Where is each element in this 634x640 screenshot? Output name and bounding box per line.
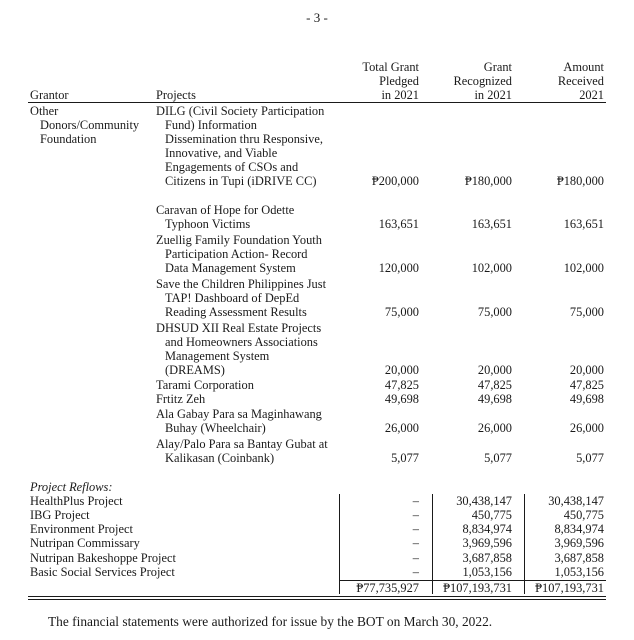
project-line: and Homeowners Associations [165, 335, 318, 349]
header-line: Pledged [379, 74, 419, 88]
totals-double-rule [28, 596, 606, 597]
received-value: 163,651 [563, 217, 604, 231]
total-received: ₱107,193,731 [535, 581, 604, 595]
totals-double-rule [28, 599, 606, 600]
grantor-line: Donors/Community [40, 118, 140, 132]
project-line: Zuellig Family Foundation Youth [156, 233, 322, 247]
received-value: 47,825 [569, 378, 604, 392]
reflow-name: Nutripan Commissary [30, 536, 140, 550]
received-value: 49,698 [569, 392, 604, 406]
recognized-value: 8,834,974 [462, 522, 512, 536]
header-line: Recognized [453, 74, 512, 88]
pledged-value: 47,825 [384, 378, 419, 392]
recognized-value: 1,053,156 [462, 565, 512, 579]
header-line: Amount [563, 60, 604, 74]
column-divider [339, 494, 340, 594]
header-divider [28, 102, 606, 103]
pledged-value: 20,000 [384, 363, 419, 377]
pledged-value: 49,698 [384, 392, 419, 406]
project-line: DILG (Civil Society Participation [156, 104, 325, 118]
received-value: 1,053,156 [554, 565, 604, 579]
header-line: in 2021 [381, 88, 419, 102]
project-line: Ala Gabay Para sa Maginhawang [156, 407, 322, 421]
pledged-value: – [412, 551, 419, 565]
pledged-value: – [412, 508, 419, 522]
recognized-value: 20,000 [477, 363, 512, 377]
project-line: Innovative, and Viable [165, 146, 278, 160]
recognized-value: 47,825 [477, 378, 512, 392]
header-line: 2021 [579, 88, 604, 102]
reflow-name: Environment Project [30, 522, 133, 536]
pledged-value: 75,000 [384, 305, 419, 319]
project-line: DHSUD XII Real Estate Projects [156, 321, 322, 335]
pledged-value: – [412, 522, 419, 536]
received-value: 20,000 [569, 363, 604, 377]
recognized-value: 30,438,147 [456, 494, 512, 508]
project-line: Buhay (Wheelchair) [165, 421, 266, 435]
pledged-value: – [412, 565, 419, 579]
header-grantor: Grantor [30, 88, 69, 102]
project-reflows-label: Project Reflows: [30, 480, 113, 494]
project-line: Fund) Information [165, 118, 257, 132]
page-number: - 3 - [306, 10, 328, 25]
pledged-value: 163,651 [378, 217, 419, 231]
recognized-value: 5,077 [484, 451, 512, 465]
grantor-line: Foundation [40, 132, 97, 146]
total-recognized: ₱107,193,731 [443, 581, 512, 595]
received-value: 102,000 [563, 261, 604, 275]
pledged-value: – [412, 536, 419, 550]
recognized-value: 450,775 [471, 508, 512, 522]
received-value: 5,077 [576, 451, 604, 465]
project-line: Alay/Palo Para sa Bantay Gubat at [156, 437, 328, 451]
pledged-value: 5,077 [391, 451, 419, 465]
pledged-value: 26,000 [384, 421, 419, 435]
header-line: Received [557, 74, 604, 88]
header-line: Grant [483, 60, 512, 74]
project-line: Save the Children Philippines Just [156, 277, 327, 291]
header-total-grant-pledged [362, 60, 419, 102]
received-value: ₱180,000 [556, 174, 604, 188]
recognized-value: 75,000 [477, 305, 512, 319]
header-projects: Projects [156, 88, 196, 102]
reflow-name: Basic Social Services Project [30, 565, 175, 579]
received-value: 75,000 [569, 305, 604, 319]
recognized-value: ₱180,000 [464, 174, 512, 188]
pledged-value: 120,000 [378, 261, 419, 275]
header-amount-received [558, 60, 604, 102]
recognized-value: 163,651 [471, 217, 512, 231]
pledged-value: – [412, 494, 419, 508]
grantor-line: Other [30, 104, 59, 118]
project-line: Kalikasan (Coinbank) [165, 451, 275, 465]
project-line: Tarami Corporation [156, 378, 254, 392]
recognized-value: 3,969,596 [462, 536, 512, 550]
pledged-value: ₱200,000 [371, 174, 419, 188]
recognized-value: 3,687,858 [462, 551, 512, 565]
total-pledged: ₱77,735,927 [356, 581, 419, 595]
project-line: Typhoon Victims [165, 217, 251, 231]
received-value: 450,775 [563, 508, 604, 522]
project-line: (DREAMS) [165, 363, 225, 377]
project-line: Dissemination thru Responsive, [165, 132, 323, 146]
received-value: 8,834,974 [554, 522, 604, 536]
project-line: TAP! Dashboard of DepEd [165, 291, 300, 305]
reflow-name: HealthPlus Project [30, 494, 123, 508]
project-line: Engagements of CSOs and [165, 160, 299, 174]
reflow-name: IBG Project [30, 508, 90, 522]
recognized-value: 102,000 [471, 261, 512, 275]
header-line: Total Grant [362, 60, 419, 74]
project-line: Frtitz Zeh [156, 392, 206, 406]
project-line: Citizens in Tupi (iDRIVE CC) [165, 174, 317, 188]
authorization-note: The financial statements were authorized for issue by the BOT on March 30, 2022. [48, 614, 493, 629]
project-line: Caravan of Hope for Odette [156, 203, 295, 217]
project-line: Reading Assessment Results [165, 305, 307, 319]
project-line: Participation Action- Record [165, 247, 308, 261]
received-value: 26,000 [569, 421, 604, 435]
project-line: Management System [165, 349, 270, 363]
received-value: 30,438,147 [548, 494, 604, 508]
received-value: 3,687,858 [554, 551, 604, 565]
received-value: 3,969,596 [554, 536, 604, 550]
header-grant-recognized [454, 60, 513, 102]
recognized-value: 26,000 [477, 421, 512, 435]
recognized-value: 49,698 [477, 392, 512, 406]
header-line: in 2021 [474, 88, 512, 102]
column-divider [432, 494, 433, 594]
column-divider [524, 494, 525, 594]
project-line: Data Management System [165, 261, 296, 275]
reflow-name: Nutripan Bakeshoppe Project [30, 551, 176, 565]
